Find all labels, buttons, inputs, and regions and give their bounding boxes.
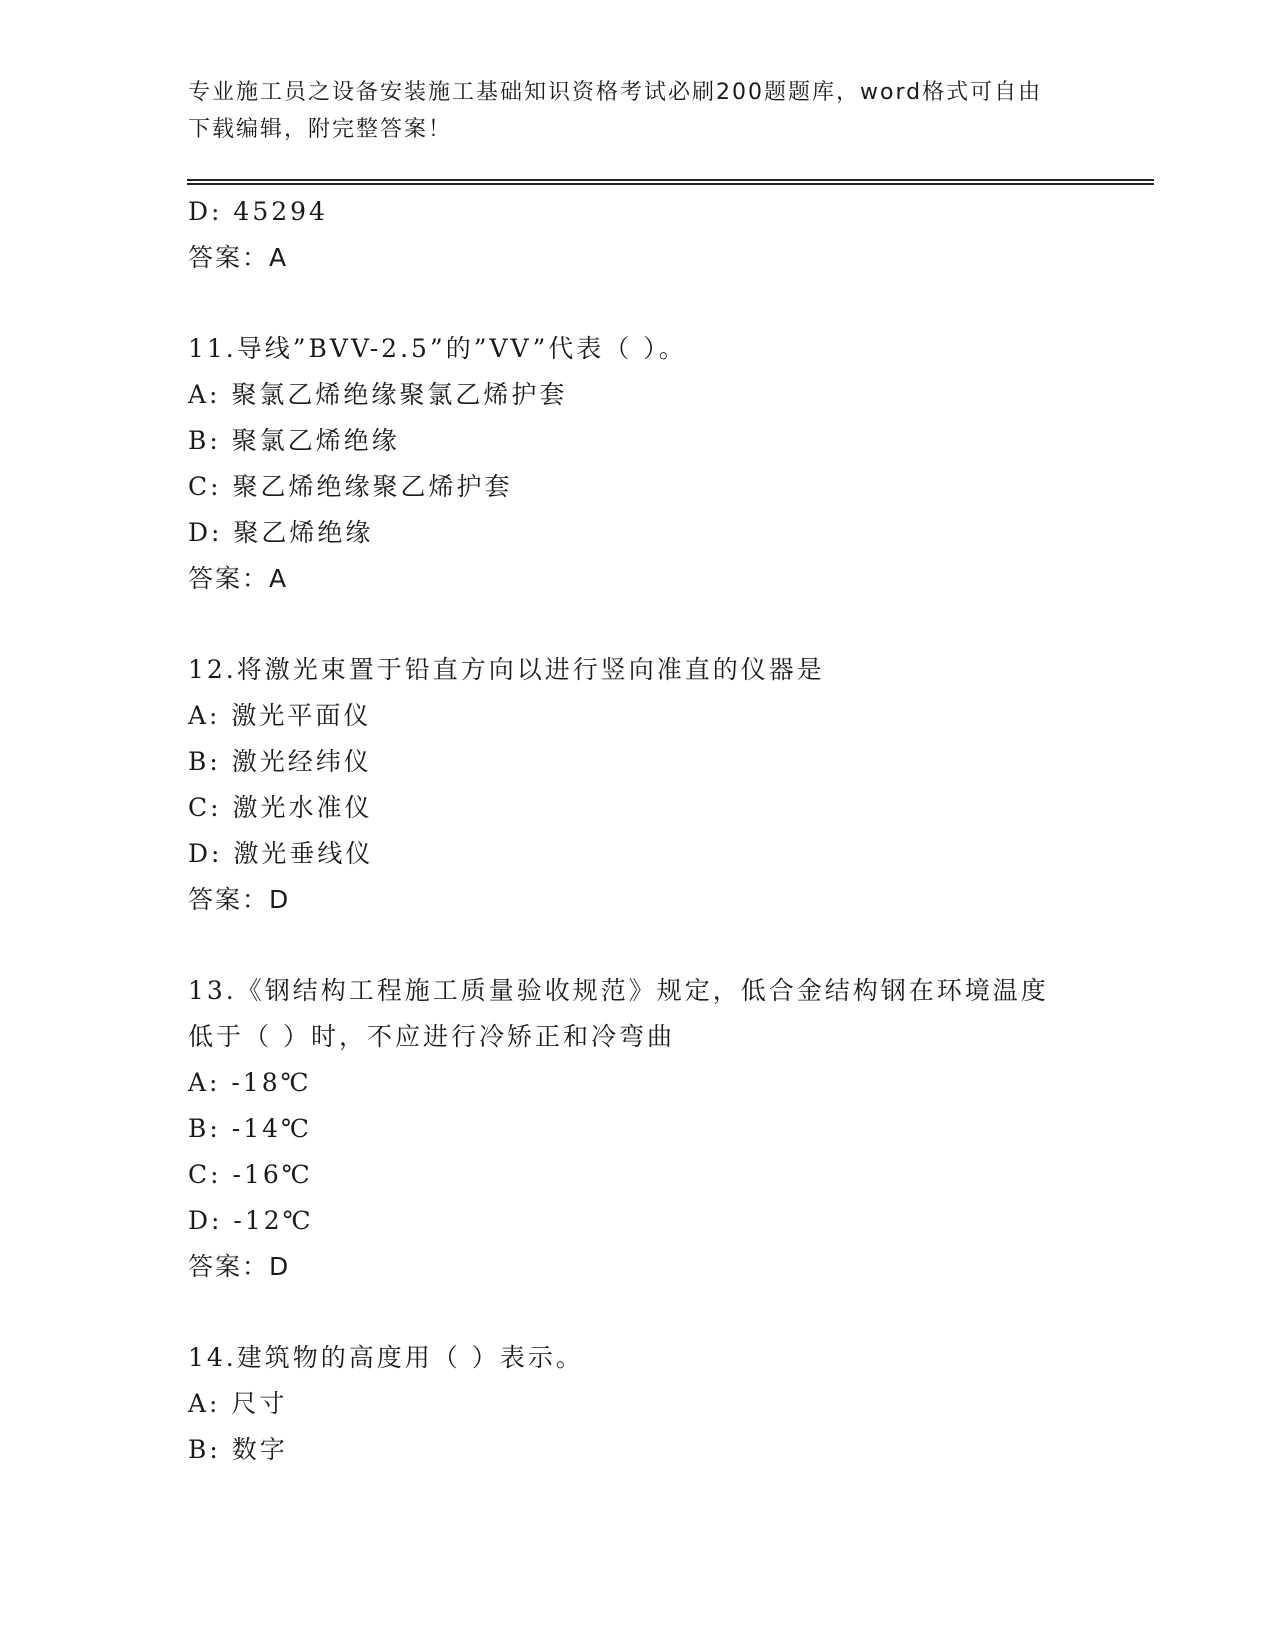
header-divider <box>187 179 1154 185</box>
question-11 <box>188 326 1088 602</box>
spacer <box>188 923 1088 968</box>
answer-text: 答案：D <box>188 885 291 914</box>
answer-text: 答案：D <box>188 1252 291 1281</box>
option-c: C: -16℃ <box>188 1160 313 1189</box>
option-a: A: 尺寸 <box>188 1389 288 1418</box>
option-a: A: 聚氯乙烯绝缘聚氯乙烯护套 <box>188 380 568 409</box>
question-12 <box>188 647 1088 923</box>
question-list <box>188 189 1088 1473</box>
question-stem: 14.建筑物的高度用（ ）表示。 <box>188 1343 584 1372</box>
spacer <box>188 1290 1088 1335</box>
answer-text: 答案：A <box>188 564 289 593</box>
question-stem: 13.《钢结构工程施工质量验收规范》规定，低合金结构钢在环境温度 <box>188 976 1049 1005</box>
document-header <box>188 74 1068 148</box>
spacer <box>188 281 1088 326</box>
option-b: B: -14℃ <box>188 1114 312 1143</box>
question-stem: 12.将激光束置于铅直方向以进行竖向准直的仪器是 <box>188 655 825 684</box>
answer-text: 答案：A <box>188 243 289 272</box>
option-b: B: 聚氯乙烯绝缘 <box>188 426 400 455</box>
option-d: D: 激光垂线仪 <box>188 839 374 868</box>
question-14 <box>188 1335 1088 1473</box>
question-stem-continued: 低于（ ）时，不应进行冷矫正和冷弯曲 <box>188 1022 675 1051</box>
option-b: B: 激光经纬仪 <box>188 747 372 776</box>
option-a: A: 激光平面仪 <box>188 701 372 730</box>
option-c: C: 聚乙烯绝缘聚乙烯护套 <box>188 472 513 501</box>
header-line-2: 下载编辑，附完整答案！ <box>188 117 453 142</box>
option-text: D: 45294 <box>188 197 328 226</box>
option-d: D: -12℃ <box>188 1206 314 1235</box>
spacer <box>188 602 1088 647</box>
option-d: D: 聚乙烯绝缘 <box>188 518 374 547</box>
option-a: A: -18℃ <box>188 1068 312 1097</box>
question-stem: 11.导线”BVV-2.5”的”VV”代表（ ）。 <box>188 334 687 363</box>
option-c: C: 激光水准仪 <box>188 793 373 822</box>
question-13 <box>188 968 1088 1290</box>
header-line-1: 专业施工员之设备安装施工基础知识资格考试必刷200题题库，word格式可自由 <box>188 80 1043 105</box>
option-b: B: 数字 <box>188 1435 288 1464</box>
